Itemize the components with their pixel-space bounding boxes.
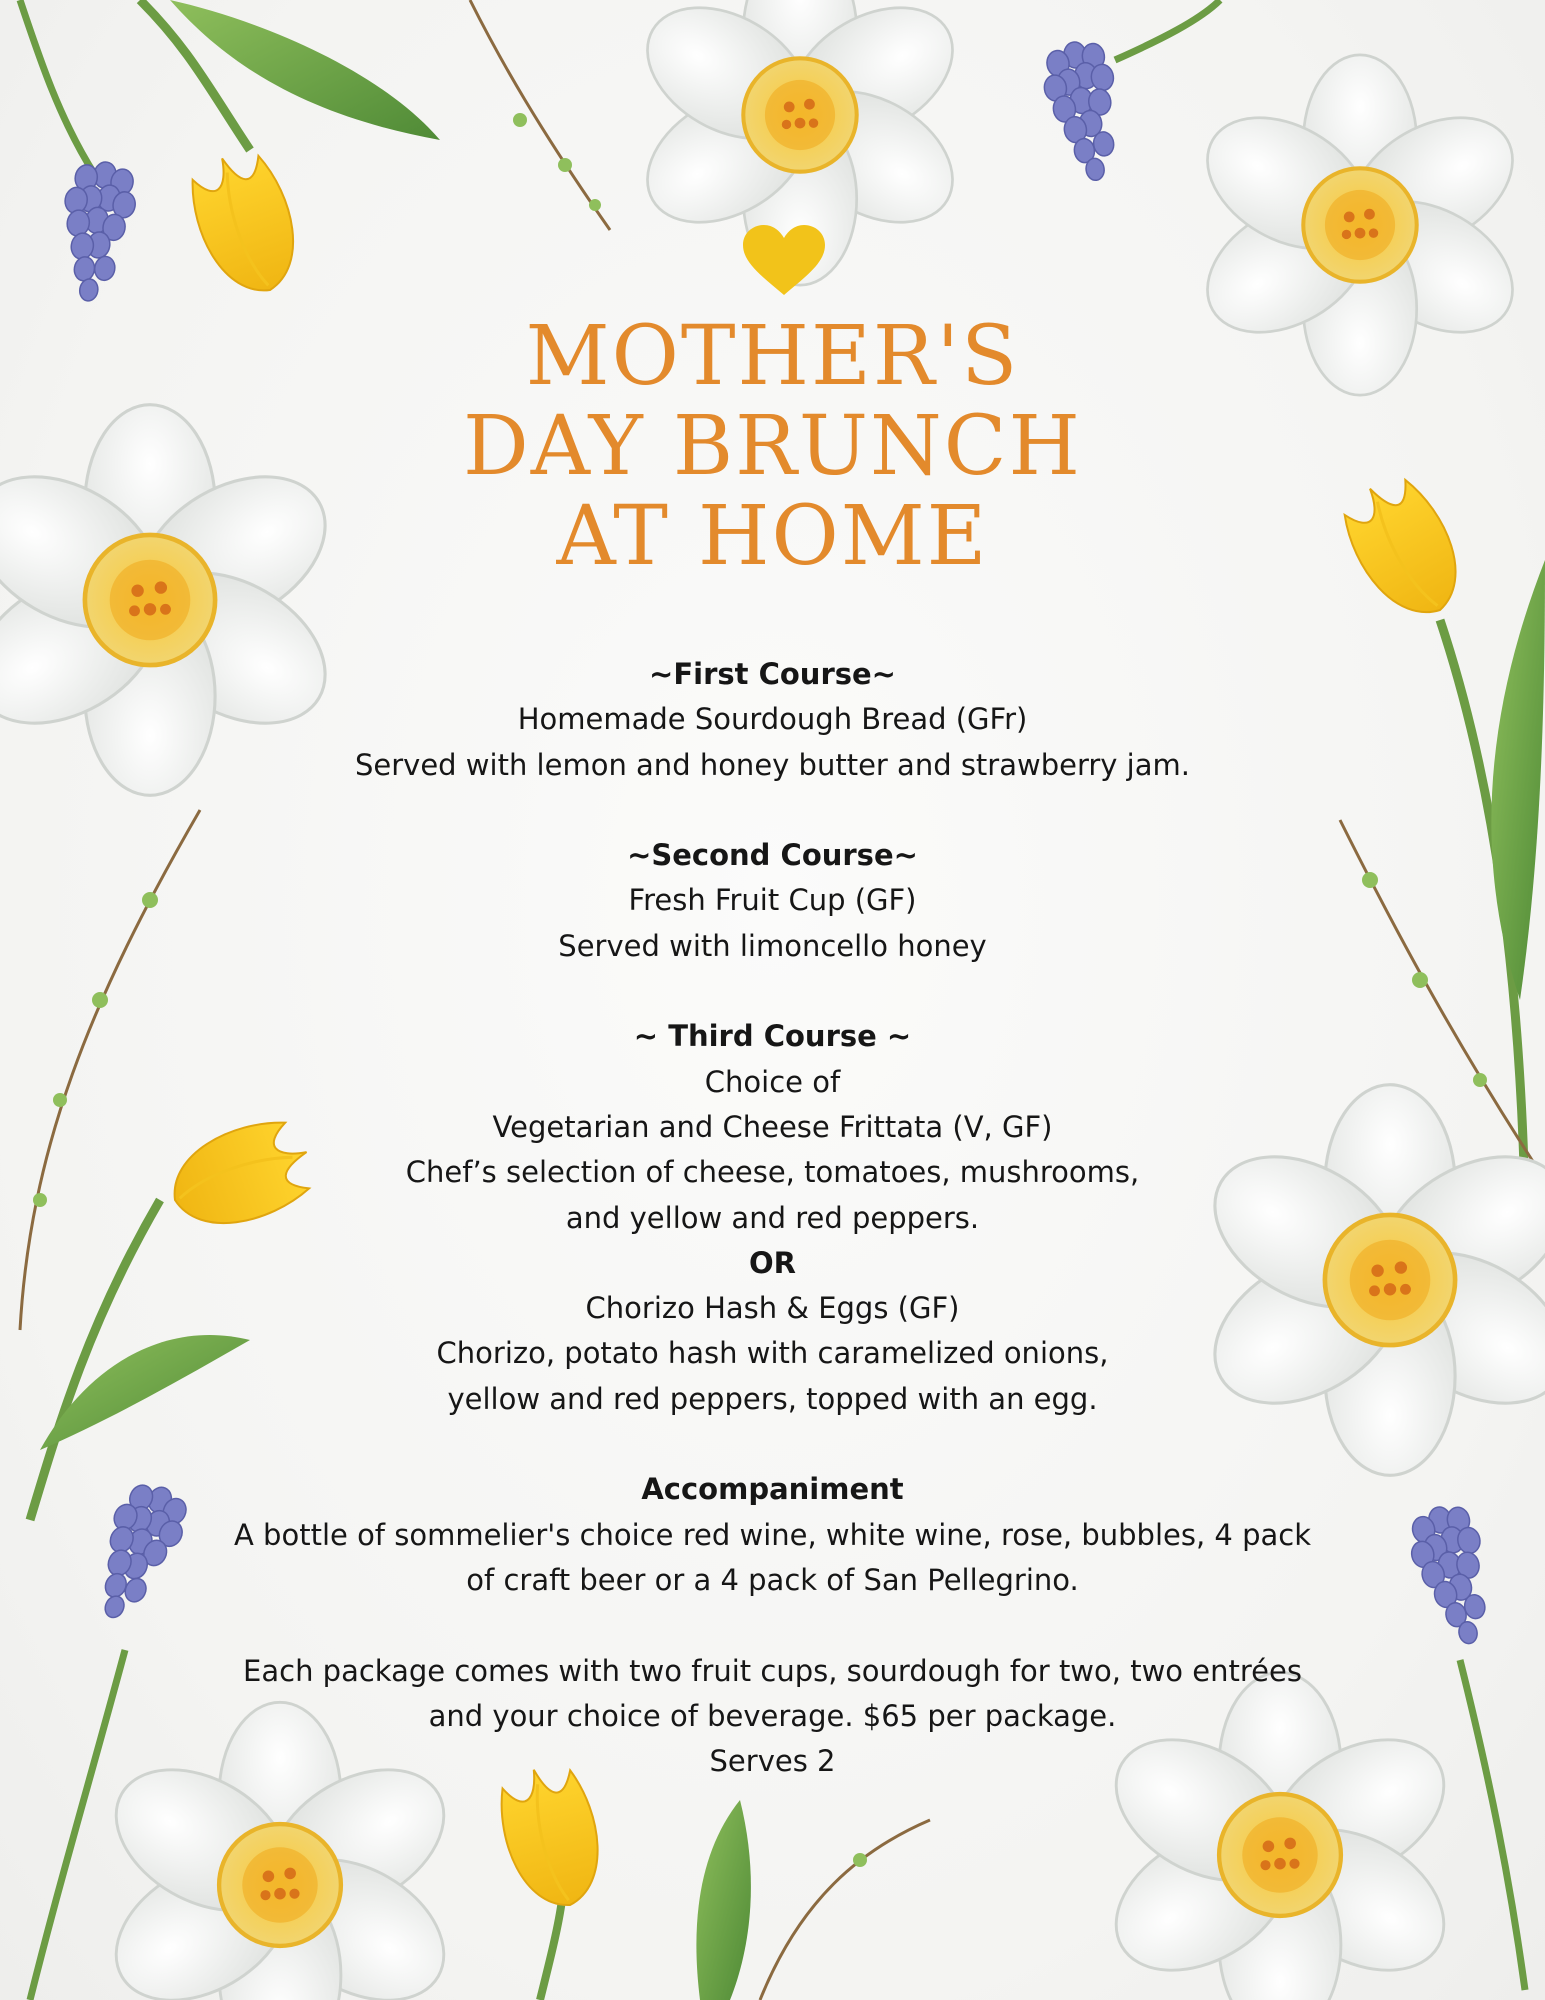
heart-icon (743, 225, 825, 297)
accompaniment-line-1: A bottle of sommelier's choice red wine, white wine, rose, bubbles, 4 pack (234, 1517, 1311, 1552)
first-course-description: Served with lemon and honey butter and strawberry jam. (355, 747, 1190, 782)
third-course-option1-desc1: Chef’s selection of cheese, tomatoes, mushrooms, (405, 1155, 1140, 1190)
first-course-item: Homemade Sourdough Bread (GFr) (517, 702, 1028, 737)
third-course-option1-desc2: and yellow and red peppers. (565, 1200, 980, 1235)
spacer (0, 1603, 1545, 1648)
third-course-option1-item: Vegetarian and Cheese Frittata (V, GF) (492, 1109, 1053, 1144)
third-course-or: OR (749, 1245, 796, 1280)
package-line-2: and your choice of beverage. $65 per package. (428, 1698, 1117, 1733)
third-course-intro: Choice of (704, 1064, 841, 1099)
menu-body (0, 652, 1545, 1784)
first-course-heading: ~First Course~ (649, 657, 896, 691)
second-course-heading: ~Second Course~ (627, 838, 918, 873)
spacer (0, 788, 1545, 833)
spacer (0, 969, 1545, 1014)
accompaniment-heading: Accompaniment (641, 1472, 904, 1507)
second-course-description: Served with limoncello honey (558, 928, 987, 963)
accompaniment-line-2: of craft beer or a 4 pack of San Pellegrino. (466, 1562, 1079, 1597)
title-line-1: MOTHER'S (525, 309, 1020, 404)
page-title (0, 309, 1545, 584)
third-course-heading: ~ Third Course ~ (633, 1019, 912, 1054)
package-line-1: Each package comes with two fruit cups, sourdough for two, two entrées (243, 1653, 1302, 1688)
third-course-option2-desc1: Chorizo, potato hash with caramelized onions, (436, 1336, 1109, 1371)
second-course-item: Fresh Fruit Cup (GF) (628, 883, 917, 918)
third-course-option2-desc2: yellow and red peppers, topped with an egg. (447, 1381, 1098, 1416)
spacer (0, 1422, 1545, 1467)
title-line-2: DAY BRUNCH (463, 399, 1082, 494)
package-serves: Serves 2 (709, 1744, 836, 1779)
third-course-option2-item: Chorizo Hash & Eggs (GF) (585, 1291, 960, 1326)
title-line-3: AT HOME (556, 489, 989, 584)
